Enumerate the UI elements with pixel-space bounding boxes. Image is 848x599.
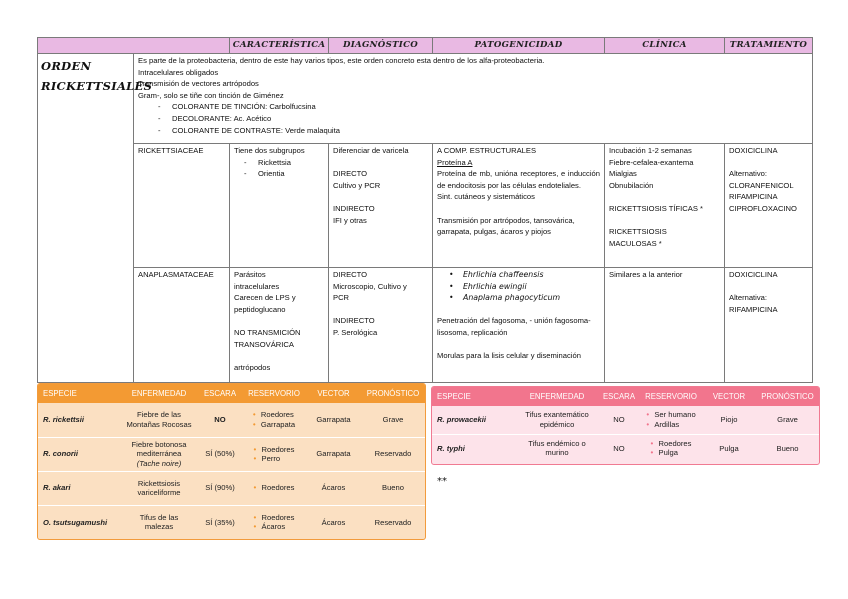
ana-pat-text: Penetración del fagosoma, - unión fagosoma-lisosoma, replicación [437, 316, 591, 337]
rick-diag-indirecto: INDIRECTO [333, 203, 375, 213]
col-enfermedad: ENFERMEDAD [120, 384, 198, 403]
reservoir-item: Roedores [261, 444, 295, 454]
rick-tratamiento [725, 144, 813, 268]
ana-patogenicidad [433, 268, 605, 383]
disease-line: Rickettsiosis [137, 478, 181, 488]
col-escara: ESCARA [198, 384, 242, 403]
species-name: R. conorii [38, 437, 120, 471]
reservoir: • Roedores [242, 471, 306, 505]
rick-trat-line: Alternativo: [729, 169, 767, 179]
species-name: R. rickettsii [43, 415, 84, 424]
reservoir-item: Ardillas [654, 419, 680, 429]
reservoir-item: Ácaros [261, 522, 286, 532]
rick-cli-line: MACULOSAS * [609, 238, 662, 248]
reservoir-item: Roedores [261, 512, 295, 522]
ana-diagnostico [329, 268, 433, 383]
header-row [38, 38, 813, 54]
rick-trat-line: CIPROFLOXACINO [729, 203, 797, 213]
reservoir: • Roedores • Ácaros [242, 505, 306, 539]
header-tratamiento: TRATAMIENTO [725, 38, 813, 54]
species-name: R. typhi [432, 434, 514, 462]
reservoir-item: Roedores [261, 483, 295, 493]
vector: Ácaros [306, 505, 361, 539]
col-pronostico: PRONÓSTICO [361, 384, 425, 403]
pink-header-row [432, 387, 820, 406]
orden-title [38, 54, 153, 383]
reservoir-item: Ser humano [654, 410, 696, 420]
disease-line: variceliforme [137, 488, 181, 497]
ana-car-line: artrópodos [234, 362, 271, 372]
rick-diag-directo: DIRECTO [333, 169, 368, 179]
rick-diag-line: Diferenciar de varicela [333, 146, 409, 155]
prognosis: Bueno [754, 434, 820, 462]
disease [120, 403, 198, 437]
prognosis: Grave [382, 415, 404, 424]
rickettsiales-table [37, 37, 813, 383]
species-item: • Anaplama phagocyticum [437, 292, 600, 304]
orange-header-row [38, 384, 425, 403]
rick-pat-text: Proteína de mb, unióna receptores, e inducción de endocitosis por las células endoteliales. [437, 169, 600, 190]
disease-line: murino [545, 448, 569, 458]
rick-diag-line: IFI y otras [333, 215, 367, 225]
table-row [432, 406, 820, 434]
col-escara: ESCARA [600, 387, 638, 406]
disease-line: epidémico [539, 419, 575, 429]
subgroup-item: - Rickettsia [234, 157, 324, 169]
intro-line: Gram-, solo se tiñe con tinción de Giménez [138, 90, 284, 100]
disease-line: malezas [144, 522, 174, 532]
vector: Garrapata [306, 437, 361, 471]
vector: Piojo [720, 415, 738, 424]
rick-cli-line: RICKETTSIOSIS [609, 227, 667, 237]
orden-line1: ORDEN [41, 59, 92, 73]
ana-trat-line: RIFAMPICINA [729, 304, 778, 314]
reservoir-item: Roedores [658, 438, 692, 448]
reservoir: • Roedores • Pulga [638, 434, 704, 462]
col-vector: VECTOR [704, 387, 754, 406]
family-anaplasmataceae: ANAPLASMATACEAE [134, 268, 230, 383]
ana-diag-line: P. Serológica [333, 327, 378, 337]
table-row [38, 471, 425, 505]
header-empty [38, 38, 230, 54]
ana-caracteristica [230, 268, 329, 383]
prognosis: Grave [777, 415, 798, 424]
vector: Garrapata [316, 415, 351, 424]
prognosis: Reservado [361, 505, 425, 539]
rick-caracteristica [230, 144, 329, 268]
tificas-table [431, 386, 820, 465]
rick-cli-line: RICKETTSIOSIS TÍFICAS * [609, 203, 703, 213]
rick-cli-line: Mialgias [609, 169, 637, 179]
rick-car-title: Tiene dos subgrupos [234, 146, 305, 155]
rick-trat-line: DOXICICLINA [729, 146, 778, 155]
stain-bullet: - DECOLORANTE: Ac. Acético [138, 113, 808, 125]
ana-car-line: Parásitos [234, 270, 266, 279]
reservoir: • Roedores • Perro [242, 437, 306, 471]
eschar: NO [600, 434, 638, 462]
species-name: O. tsutsugamushi [38, 505, 120, 539]
ana-car-line: Carecen de LPS y [234, 293, 296, 303]
species-name: R. akari [38, 471, 120, 505]
ana-trat-line: Alternativa: [729, 293, 767, 303]
disease [120, 471, 198, 505]
intro-row [38, 54, 813, 144]
header-patogenicidad: PATOGENICIDAD [433, 38, 605, 54]
eschar: SÍ (35%) [198, 505, 242, 539]
eschar: NO [214, 415, 226, 424]
rick-cli-line: Incubación 1-2 semanas [609, 146, 692, 155]
disease [120, 505, 198, 539]
species-name: R. prowacekii [437, 415, 486, 424]
rick-pat-text: Sint. cutáneos y sistemáticos [437, 192, 535, 202]
disease-line: Tifus endémico o [528, 438, 586, 448]
stain-bullet: - COLORANTE DE CONTRASTE: Verde malaquita [138, 125, 808, 137]
table-row [38, 505, 425, 539]
prognosis: Reservado [361, 437, 425, 471]
reservoir-item: Garrapata [260, 419, 296, 429]
reservoir: • Ser humano • Ardillas [646, 410, 696, 429]
col-reservorio: RESERVORIO [242, 384, 306, 403]
rick-patogenicidad [433, 144, 605, 268]
header-diagnostico: DIAGNÓSTICO [329, 38, 433, 54]
family-rickettsiaceae: RICKETTSIACEAE [134, 144, 230, 268]
col-reservorio: RESERVORIO [638, 387, 704, 406]
rick-diagnostico [329, 144, 433, 268]
vector: Ácaros [306, 471, 361, 505]
stain-bullet: - COLORANTE DE TINCIÓN: Carbolfucsina [138, 101, 808, 113]
ana-car-line: TRANSOVÁRICA [234, 339, 294, 349]
header-clinica: CLÍNICA [605, 38, 725, 54]
col-pronostico: PRONÓSTICO [754, 387, 820, 406]
rick-cli-line: Obnubilación [609, 180, 654, 190]
disease-line: Fiebre botonosa [131, 439, 187, 449]
prognosis: Bueno [361, 471, 425, 505]
anaplasmataceae-row [38, 268, 813, 383]
footnote-stars: ** [437, 476, 447, 487]
ana-diag-indirecto: INDIRECTO [333, 316, 375, 326]
eschar: SÍ (90%) [198, 471, 242, 505]
disease [514, 406, 600, 434]
ana-pat-text: Morulas para la lisis celular y diseminación [437, 351, 581, 361]
rick-cli-line: Fiebre-cefalea-exantema [609, 157, 694, 167]
ana-car-line: NO TRANSMICIÓN [234, 327, 301, 337]
ana-car-line: intracelulares [234, 281, 280, 291]
maculosas-table [37, 383, 426, 540]
orden-line2: RICKETTSIALES [41, 79, 153, 93]
ana-car-line: peptidoglucano [234, 304, 286, 314]
ana-trat-line: DOXICICLINA [729, 270, 778, 279]
subgroup-item: - Orientia [234, 168, 324, 180]
ana-diag-line: Microscopio, Cultivo y [333, 281, 407, 291]
rick-diag-line: Cultivo y PCR [333, 180, 381, 190]
eschar: SÍ (50%) [198, 437, 242, 471]
disease-line: Tifus de las [139, 512, 179, 522]
rick-clinica [605, 144, 725, 268]
ana-diag-directo: DIRECTO [333, 270, 368, 279]
rickettsiaceae-row [38, 144, 813, 268]
col-especie: ESPECIE [432, 387, 514, 406]
col-enfermedad: ENFERMEDAD [514, 387, 600, 406]
ana-tratamiento [725, 268, 813, 383]
reservoir-item: Roedores [260, 410, 294, 420]
col-vector: VECTOR [306, 384, 361, 403]
disease-line: mediterránea [136, 449, 182, 459]
disease-line: Fiebre de las [137, 410, 181, 420]
vector: Pulga [704, 434, 754, 462]
disease-line: (Tache noire) [136, 458, 182, 468]
ana-clinica: Similares a la anterior [605, 268, 725, 383]
intro-line: Es parte de la proteobacteria, dentro de este hay varios tipos, este orden concreto esta dentro de los alfa-proteobacteria. [138, 56, 545, 65]
eschar: NO [613, 415, 625, 424]
reservoir-item: Pulga [658, 448, 678, 458]
rick-pat-title: A COMP. ESTRUCTURALES [437, 146, 537, 155]
header-caracteristica: CARACTERÍSTICA [230, 38, 329, 54]
intro-cell [134, 54, 813, 144]
rick-trat-line: RIFAMPICINA [729, 192, 778, 202]
intro-line: Intracelulares obligados [138, 67, 219, 77]
table-row [432, 434, 820, 462]
species-item: • Ehrlichia ewingii [437, 281, 600, 293]
disease-line: Tifus exantemático [525, 410, 589, 420]
rick-trat-line: CLORANFENICOL [729, 180, 794, 190]
species-item: • Ehrlichia chaffeensis [437, 269, 600, 281]
rick-pat-proteina: Proteína A [437, 157, 473, 167]
reservoir: • Roedores • Garrapata [252, 410, 296, 429]
reservoir-item: Perro [261, 454, 281, 463]
rick-pat-text: Transmisión por artrópodos, tansovárica, garrapata, pulgas, ácaros y piojos [437, 215, 575, 237]
table-row [38, 403, 425, 437]
ana-diag-line: PCR [333, 293, 350, 303]
disease [120, 437, 198, 471]
disease-line: Montañas Rocosas [126, 419, 192, 429]
table-row [38, 437, 425, 471]
col-especie: ESPECIE [38, 384, 120, 403]
disease [514, 434, 600, 462]
intro-line: Transmisión de vectores artrópodos [138, 79, 259, 89]
